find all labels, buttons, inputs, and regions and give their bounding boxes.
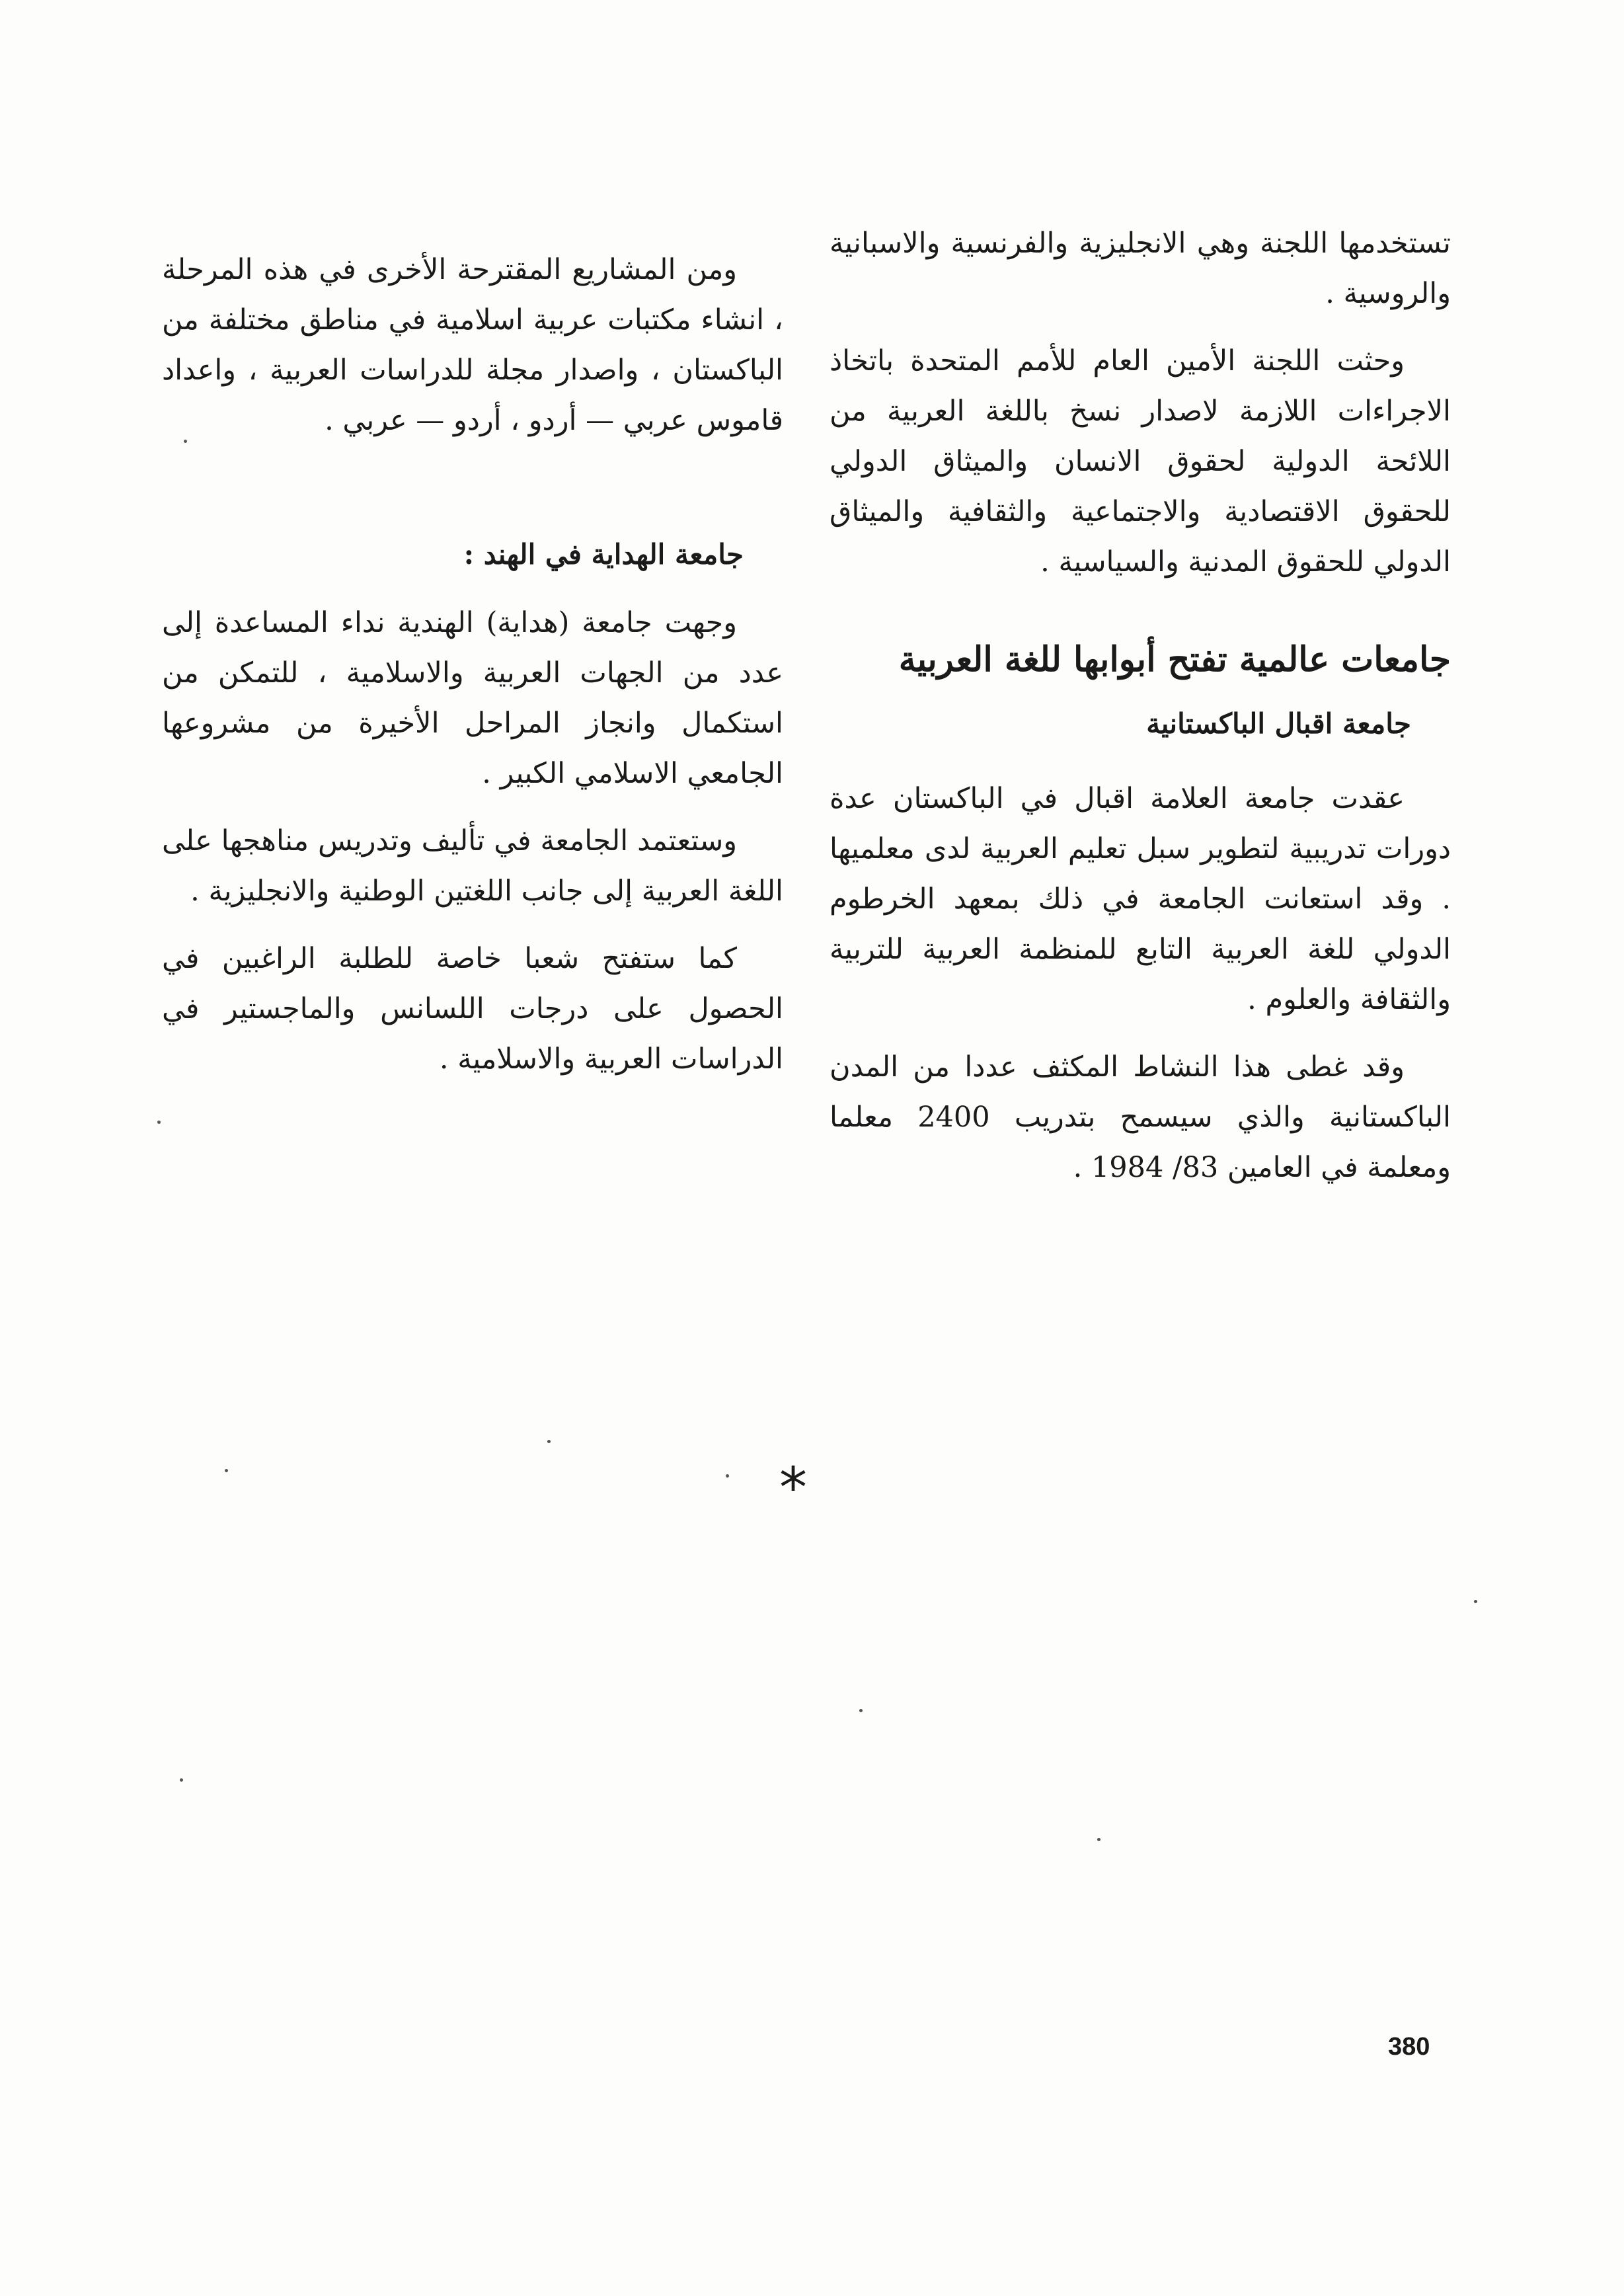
- paragraph: كما ستفتح شعبا خاصة للطلبة الراغبين في الحصول على درجات اللسانس والماجستير في الدراسات العربية والاسلامية .: [162, 942, 783, 1076]
- paragraph: وقد غطى هذا النشاط المكثف عددا من المدن الباكستانية والذي سيسمح بتدريب 2400 معلما ومعلمة في العامين 83/ 1984 .: [830, 1050, 1451, 1184]
- scan-speck: [726, 1474, 729, 1478]
- paragraph: تستخدمها اللجنة وهي الانجليزية والفرنسية والاسبانية والروسية .: [830, 227, 1451, 310]
- paragraph: وجهت جامعة (هداية) الهندية نداء المساعدة إلى عدد من الجهات العربية والاسلامية ، للتمكن من استكمال وانجاز المراحل الأخيرة من مشروعها الجامعي الاسلامي الكبير .: [162, 606, 783, 790]
- sub-title: جامعة اقبال الباكستانية: [1146, 707, 1411, 740]
- section-title: جامعات عالمية تفتح أبوابها للغة العربية: [898, 639, 1451, 680]
- separator-asterisk: *: [779, 1455, 807, 1520]
- page-number: 380: [1388, 2033, 1430, 2061]
- scan-speck: [1474, 1600, 1477, 1603]
- left-column: [162, 245, 783, 1101]
- scan-speck: [157, 1121, 161, 1124]
- scan-speck: [225, 1469, 228, 1472]
- paragraph: عقدت جامعة العلامة اقبال في الباكستان عدة دورات تدريبية لتطوير سبل تعليم العربية لدى معلميها . وقد استعانت الجامعة في ذلك بمعهد الخرطوم الدولي للغة العربية التابع للمنظمة العربية للتربية والثقافة والعلوم .: [830, 782, 1451, 1016]
- paragraph: ومن المشاريع المقترحة الأخرى في هذه المرحلة ، انشاء مكتبات عربية اسلامية في مناطق مختلفة من الباكستان ، واصدار مجلة للدراسات العربية ، واعداد قاموس عربي — أردو ، أردو — عربي .: [162, 253, 783, 437]
- section-heading: جامعة الهداية في الهند :: [463, 538, 744, 571]
- scan-speck: [1097, 1838, 1101, 1841]
- scan-speck: [859, 1709, 863, 1712]
- scan-speck: [180, 1778, 183, 1782]
- paragraph: وحثت اللجنة الأمين العام للأمم المتحدة باتخاذ الاجراءات اللازمة لاصدار نسخ باللغة العربية من اللائحة الدولية لحقوق الانسان والميثاق الدولي للحقوق الاقتصادية والاجتماعية والثقافية والميثاق الدولي للحقوق المدنية والسياسية .: [830, 344, 1451, 578]
- paragraph: وستعتمد الجامعة في تأليف وتدريس مناهجها على اللغة العربية إلى جانب اللغتين الوطنية والانجليزية .: [162, 824, 783, 908]
- scan-speck: [547, 1440, 551, 1443]
- right-column: [830, 218, 1451, 1210]
- scan-speck: [184, 440, 187, 443]
